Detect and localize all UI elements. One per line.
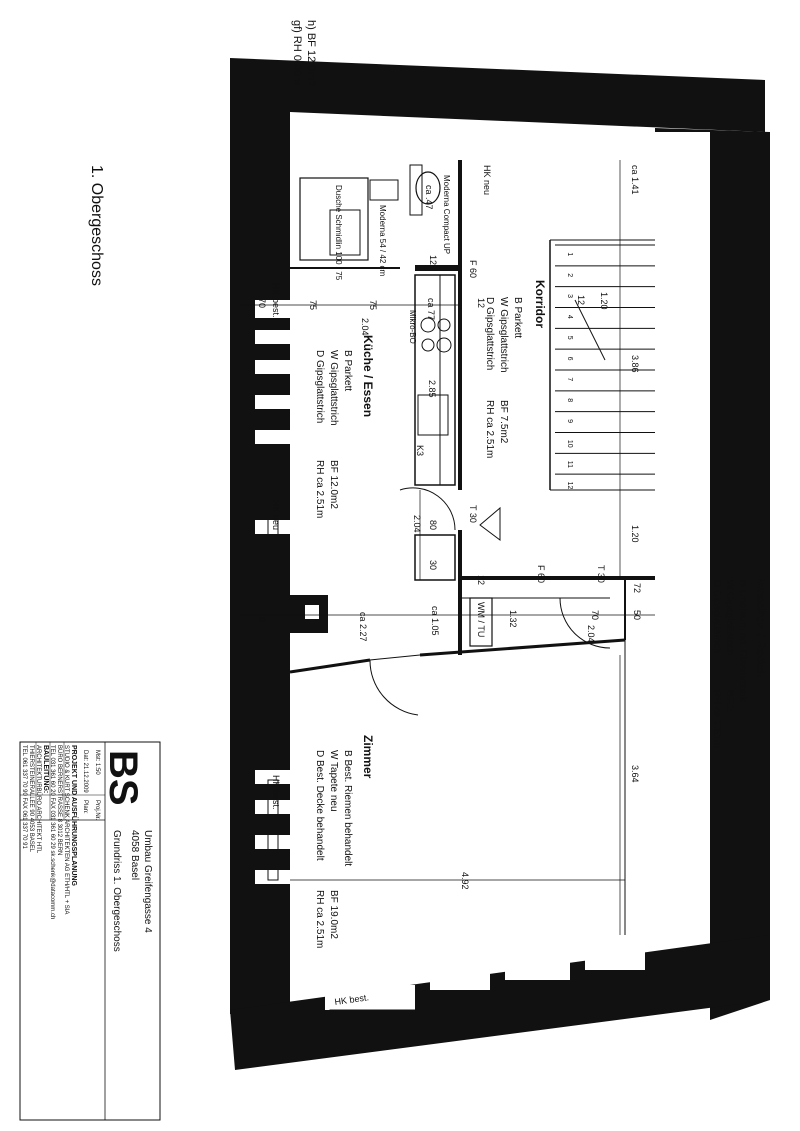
top-note-1: h) BF 12.0m2 bbox=[305, 20, 317, 87]
tb-bauleitung-2: THIERSTEINERALLEE 90 4053 BASEL bbox=[28, 745, 34, 853]
dim-label: 70 bbox=[257, 612, 267, 623]
dusche-label: Dusche Schmidlin 100 / 75 bbox=[334, 185, 343, 281]
hk-neu-mid: HK neu bbox=[271, 500, 281, 531]
korridor-b: B Parkett bbox=[512, 297, 523, 339]
chimney-flue bbox=[305, 605, 319, 619]
stair-number: 5 bbox=[566, 335, 573, 340]
zimmer-b: B Best. Riemen behandelt bbox=[342, 750, 353, 867]
dim-label: T 30 bbox=[468, 505, 478, 523]
waschen-rh: RH ca 2.51m bbox=[711, 690, 722, 749]
tb-drawing: Grundriss 1. Obergeschoss bbox=[111, 830, 122, 952]
dim-label: 1.20 bbox=[630, 525, 640, 543]
dim-label: 12 bbox=[476, 298, 486, 309]
stair-number: 6 bbox=[566, 356, 573, 361]
zimmer-w: W Tapete neu bbox=[328, 750, 339, 812]
dim-label: 70 bbox=[590, 610, 600, 621]
interior-walls bbox=[240, 160, 655, 1020]
mikro-bo-label: Mikro-BO bbox=[408, 310, 417, 344]
dim-label: F 60 bbox=[468, 260, 478, 279]
waschen-bf: BF 2 bbox=[724, 690, 735, 712]
wm-tu-label: WM / TU bbox=[476, 602, 486, 638]
window-niche bbox=[255, 330, 290, 344]
tb-plan: Plan: bbox=[82, 800, 88, 814]
zimmer-bf: BF 19.0m2 bbox=[328, 890, 339, 939]
dim-label: 30 bbox=[428, 560, 438, 571]
tb-mst: Mst: 1:50 bbox=[94, 750, 100, 775]
tb-planung-title: PROJEKT UND AUSFÜHRUNGSPLANUNG bbox=[70, 745, 77, 886]
window-niche bbox=[505, 958, 570, 980]
waschen-b: B Linoleum od. Glasmosaik bbox=[737, 580, 748, 702]
tb-planung-3: TEL 031 361 60 20 FAX 031 361 60 29 sk.schenk@datacomm.ch bbox=[49, 745, 55, 920]
stair-number: 2 bbox=[566, 273, 573, 278]
tb-planung-2: BÜRO BERNERSTRASSE 8 3012 BERN bbox=[56, 745, 62, 856]
window-niche bbox=[255, 360, 290, 374]
korridor-w: W Gipsglattstrich bbox=[498, 297, 509, 373]
floor-label: 1. Obergeschoss bbox=[88, 165, 105, 286]
stair-number: 8 bbox=[566, 398, 573, 403]
waschen-d: D Gipsglattstrich bbox=[711, 580, 722, 654]
kueche-bf: BF 12.0m2 bbox=[328, 460, 339, 509]
k3-label: K3 bbox=[415, 445, 425, 457]
window-niche bbox=[255, 870, 290, 884]
stair-numbers bbox=[566, 252, 573, 489]
dim-label: 80 bbox=[428, 520, 438, 531]
kueche-name: Küche / Essen bbox=[361, 335, 375, 418]
hk-neu-top: HK neu bbox=[482, 165, 492, 196]
dim-label: ca 1.41 bbox=[630, 165, 640, 195]
dim-label: 72 bbox=[632, 583, 642, 594]
dim-label: ca 1.05 bbox=[430, 606, 440, 636]
hk-best-bottom: HK best. bbox=[333, 992, 370, 1007]
tb-planung-1: STUDIO & KURT SCHENK ARCHITEKTEN AG ETH/HTL + SIA bbox=[63, 745, 69, 915]
dim-label: 3.64 bbox=[630, 765, 640, 783]
dim-label: 2.85 bbox=[427, 380, 437, 398]
stair-number: 9 bbox=[566, 419, 573, 423]
hk-best-left: HK best. bbox=[271, 283, 281, 318]
tb-city: 4058 Basel bbox=[129, 830, 140, 881]
top-note-2: gf) RH 0.00m bbox=[291, 20, 303, 86]
window-niche bbox=[255, 835, 290, 849]
dim-label: 2.04 bbox=[412, 515, 422, 533]
stair-number: 11 bbox=[566, 460, 573, 469]
tb-projnr: Proj.Nr. bbox=[94, 800, 100, 821]
labels bbox=[88, 20, 768, 1007]
hk-best-zimmer: HK best. bbox=[271, 775, 281, 810]
walls bbox=[230, 58, 770, 1070]
stair-number: 10 bbox=[566, 439, 573, 448]
korridor-name: Korridor bbox=[533, 280, 547, 328]
window-niche bbox=[585, 948, 645, 970]
dim-label: 12 bbox=[576, 295, 586, 306]
dim-label: 70 bbox=[257, 298, 267, 309]
dim-label: ca 2.27 bbox=[358, 612, 368, 642]
dim-label: 12 bbox=[428, 255, 438, 266]
tb-bauleitung-3: TEL 061 337 70 90 FAX 061 337 70 91 bbox=[21, 745, 27, 849]
window-niche bbox=[255, 395, 290, 409]
dim-label: 1.32 bbox=[508, 610, 518, 628]
dim-label: 1.20 bbox=[599, 292, 609, 310]
dim-label: 2.04 bbox=[360, 318, 370, 336]
tb-bauleitung-1: ARCHITEKTURBÜRO ARCHITEKT HTL bbox=[35, 745, 41, 854]
tb-logo: BS bbox=[101, 750, 145, 806]
waschen-w: W Gipsglattstrich bbox=[724, 580, 735, 656]
title-block bbox=[20, 742, 160, 1120]
dim-label: 3.86 bbox=[630, 355, 640, 373]
ca47-label: ca .47 bbox=[424, 185, 434, 210]
dim-label: 75 bbox=[308, 300, 318, 311]
moderna-size-label: Moderna 54 / 42 cm bbox=[378, 205, 387, 277]
dim-label: 12 bbox=[476, 575, 486, 586]
zimmer-name: Zimmer bbox=[361, 735, 375, 779]
wall-right bbox=[655, 128, 770, 1020]
dim-label: T 30 bbox=[596, 565, 606, 583]
dim-label: 4.92 bbox=[460, 872, 470, 890]
dim-label: ca 77 bbox=[426, 298, 436, 321]
window-niche bbox=[430, 968, 490, 990]
stair-number: 12 bbox=[566, 481, 573, 490]
moderna-compact-label: Moderna Compact UP bbox=[442, 175, 451, 255]
korridor-bf: BF 7.5m2 bbox=[498, 400, 509, 444]
dim-label: 75 bbox=[368, 300, 378, 311]
stair-number: 7 bbox=[566, 377, 573, 382]
kueche-w: W Gipsglattstrich bbox=[328, 350, 339, 426]
tb-project: Umbau Greifengasse 4 bbox=[142, 830, 153, 933]
waschen-name: Waschen / Reduit bbox=[754, 578, 768, 678]
stair-number: 3 bbox=[566, 294, 573, 298]
stair-number: 4 bbox=[566, 314, 573, 319]
kueche-d: D Gipsglattstrich bbox=[314, 350, 325, 424]
tb-datum: Dat: 21.12.2009 bbox=[82, 750, 88, 793]
zimmer-rh: RH ca 2.51m bbox=[314, 890, 325, 949]
korridor-rh: RH ca 2.51m bbox=[484, 400, 495, 459]
tb-bauleitung-title: BAULEITUNG: bbox=[42, 745, 49, 794]
kueche-rh: RH ca 2.51m bbox=[314, 460, 325, 519]
wall-left bbox=[230, 148, 290, 1014]
dim-label: F 60 bbox=[536, 565, 546, 584]
stair-number: 1 bbox=[566, 252, 573, 257]
wall-bottom bbox=[230, 935, 770, 1070]
korridor-d: D Gipsglattstrich bbox=[484, 297, 495, 371]
dim-label: 50 bbox=[632, 610, 642, 621]
dim-label: 2.04 bbox=[586, 625, 596, 643]
zimmer-d: D Best. Decke behandelt bbox=[314, 750, 325, 861]
kueche-b: B Parkett bbox=[342, 350, 353, 392]
window-niche bbox=[255, 430, 290, 444]
